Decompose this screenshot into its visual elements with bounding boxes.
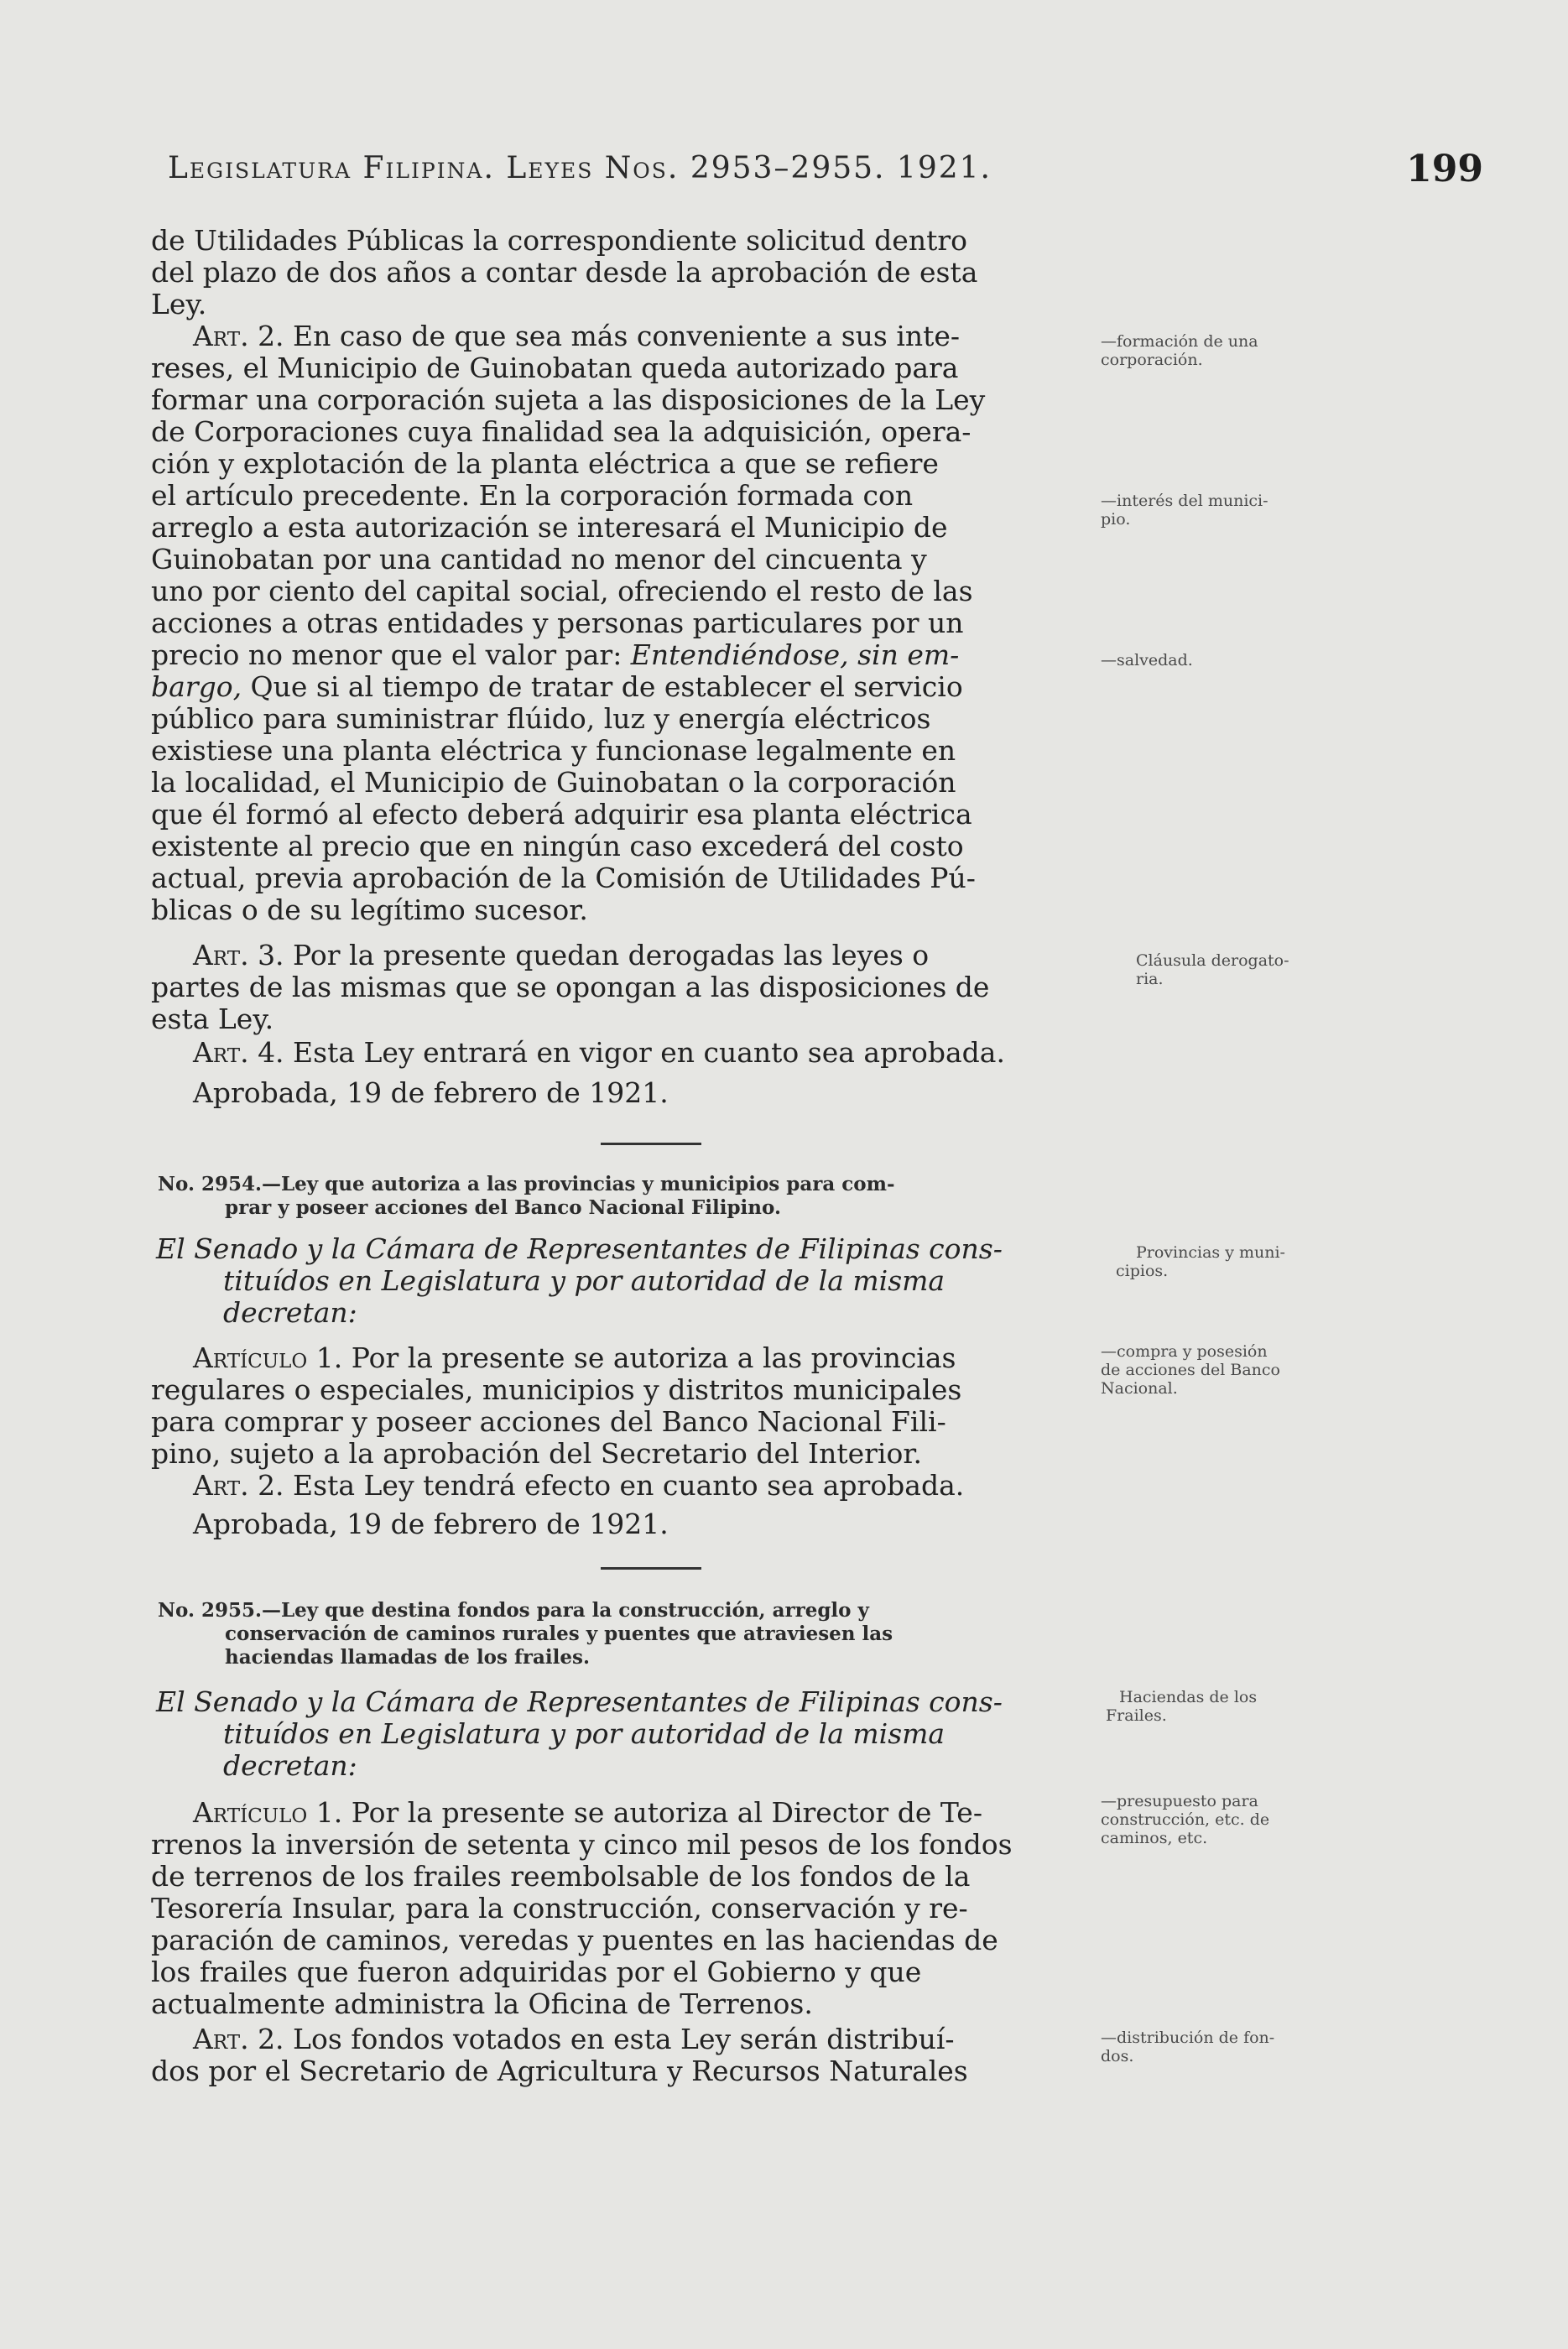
text-line: esta Ley. <box>151 1003 274 1035</box>
approval-date: Aprobada, 19 de febrero de 1921. <box>193 1076 669 1109</box>
margin-note: ria. <box>1136 970 1164 988</box>
section-divider <box>601 1567 701 1570</box>
margin-note: Provincias y muni- <box>1136 1243 1285 1262</box>
title-line: No. 2954.—Ley que autoriza a las provincias y municipios para com- <box>158 1173 895 1195</box>
article-label: Artículo 1. <box>193 1796 343 1829</box>
title-line: prar y poseer acciones del Banco Nacional Filipino. <box>225 1196 781 1219</box>
article-label: Art. 2. <box>193 1469 284 1502</box>
text-line: Guinobatan por una cantidad no menor del cincuenta y <box>151 543 927 576</box>
margin-note: —interés del munici- <box>1101 492 1268 510</box>
margin-note: cipios. <box>1116 1262 1169 1280</box>
article-label: Art. 4. <box>193 1036 284 1069</box>
text-line: dos por el Secretario de Agricultura y Recursos Naturales <box>151 2055 968 2087</box>
running-title: Legislatura Filipina. Leyes Nos. 2953–2955. 1921. <box>168 151 992 185</box>
text-line: regulares o especiales, municipios y distritos municipales <box>151 1373 962 1406</box>
article-label: Art. 3. <box>193 939 284 971</box>
margin-note: Cláusula derogato- <box>1136 951 1289 970</box>
margin-note: —distribución de fon- <box>1101 2029 1275 2047</box>
text-line: pino, sujeto a la aprobación del Secretario del Interior. <box>151 1437 922 1470</box>
text-line: uno por ciento del capital social, ofreciendo el resto de las <box>151 575 973 607</box>
text-line: de Corporaciones cuya finalidad sea la adquisición, opera- <box>151 415 972 448</box>
enacting-clause: El Senado y la Cámara de Representantes de Filipinas cons- <box>156 1685 1003 1718</box>
text-line: de terrenos de los frailes reembolsable de los fondos de la <box>151 1860 971 1893</box>
text-line: rrenos la inversión de setenta y cinco mil pesos de los fondos <box>151 1828 1013 1861</box>
text-line <box>151 671 1107 703</box>
approval-date: Aprobada, 19 de febrero de 1921. <box>193 1508 669 1540</box>
text-line: que él formó al efecto deberá adquirir esa planta eléctrica <box>151 798 972 831</box>
enacting-clause: tituídos en Legislatura y por autoridad de la misma <box>223 1264 945 1297</box>
text-line: de Utilidades Públicas la correspondiente solicitud dentro <box>151 224 967 257</box>
page-header <box>168 148 1493 201</box>
article-text: Esta Ley entrará en vigor en cuanto sea aprobada. <box>284 1036 1005 1069</box>
article-line <box>193 1470 1149 1502</box>
text-line: arreglo a esta autorización se interesará el Municipio de <box>151 511 948 544</box>
text-line: el artículo precedente. En la corporación formada con <box>151 479 914 512</box>
title-line: No. 2955.—Ley que destina fondos para la construcción, arreglo y <box>158 1599 869 1622</box>
text-line <box>151 639 1107 671</box>
margin-note: caminos, etc. <box>1101 1829 1208 1847</box>
margin-note: —compra y posesión <box>1101 1342 1268 1361</box>
article-text: Por la presente se autoriza a las provincias <box>342 1341 956 1374</box>
text-line: paración de caminos, veredas y puentes en las haciendas de <box>151 1924 998 1956</box>
text-span: precio no menor que el valor par: <box>151 638 631 671</box>
article-text: En caso de que sea más conveniente a sus inte- <box>284 320 961 352</box>
enacting-clause: decretan: <box>223 1296 357 1329</box>
article-text: Por la presente quedan derogadas las leyes o <box>284 939 930 971</box>
text-line: los frailes que fueron adquiridas por el Gobierno y que <box>151 1956 922 1988</box>
article-line <box>193 940 1149 971</box>
text-line: blicas o de su legítimo sucesor. <box>151 893 588 926</box>
text-line: actualmente administra la Oficina de Terrenos. <box>151 1987 813 2020</box>
page-number: 199 <box>1406 148 1483 190</box>
margin-note: —presupuesto para <box>1101 1792 1258 1810</box>
margin-note: —formación de una <box>1101 332 1258 351</box>
article-line <box>193 320 1149 352</box>
section-divider <box>601 1143 701 1145</box>
article-text: Por la presente se autoriza al Director de Te- <box>342 1796 982 1829</box>
article-text: Los fondos votados en esta Ley serán distribuí- <box>284 2023 955 2055</box>
italic-span: Entendiéndose, sin em- <box>630 638 960 671</box>
article-line <box>193 2023 1149 2055</box>
text-line: ción y explotación de la planta eléctrica a que se refiere <box>151 447 939 480</box>
title-line: haciendas llamadas de los frailes. <box>225 1646 590 1669</box>
text-line: acciones a otras entidades y personas particulares por un <box>151 607 964 639</box>
italic-span: bargo, <box>151 670 242 703</box>
margin-note: pio. <box>1101 510 1131 529</box>
article-label: Art. 2. <box>193 2023 284 2055</box>
text-line: la localidad, el Municipio de Guinobatan o la corporación <box>151 766 956 799</box>
title-line: conservación de caminos rurales y puentes que atraviesen las <box>225 1622 893 1645</box>
text-line: existiese una planta eléctrica y funcionase legalmente en <box>151 734 956 767</box>
margin-note: Frailes. <box>1106 1706 1167 1725</box>
enacting-clause: decretan: <box>223 1749 357 1782</box>
enacting-clause: tituídos en Legislatura y por autoridad de la misma <box>223 1717 945 1750</box>
article-line <box>193 1342 1149 1374</box>
margin-note: —salvedad. <box>1101 651 1193 669</box>
article-line <box>193 1797 1149 1829</box>
margin-note: dos. <box>1101 2047 1134 2065</box>
text-line: partes de las mismas que se opongan a las disposiciones de <box>151 971 990 1003</box>
article-line <box>193 1037 1149 1069</box>
margin-note: de acciones del Banco <box>1101 1361 1280 1379</box>
text-line: Ley. <box>151 288 207 320</box>
margin-note: Haciendas de los <box>1119 1688 1258 1706</box>
text-line: reses, el Municipio de Guinobatan queda autorizado para <box>151 352 959 384</box>
text-line: público para suministrar flúido, luz y energía eléctricos <box>151 702 931 735</box>
text-line: formar una corporación sujeta a las disposiciones de la Ley <box>151 383 986 416</box>
text-line: Tesorería Insular, para la construcción, conservación y re- <box>151 1892 968 1925</box>
margin-note: construcción, etc. de <box>1101 1810 1270 1829</box>
article-label: Art. 2. <box>193 320 284 352</box>
margin-note: Nacional. <box>1101 1379 1178 1398</box>
text-line: actual, previa aprobación de la Comisión de Utilidades Pú- <box>151 862 976 894</box>
text-line: existente al precio que en ningún caso excederá del costo <box>151 830 964 862</box>
text-line: para comprar y poseer acciones del Banco Nacional Fili- <box>151 1405 946 1438</box>
article-label: Artículo 1. <box>193 1341 343 1374</box>
text-span: Que si al tiempo de tratar de establecer el servicio <box>242 670 963 703</box>
margin-note: corporación. <box>1101 351 1203 369</box>
article-text: Esta Ley tendrá efecto en cuanto sea aprobada. <box>284 1469 965 1502</box>
text-line: del plazo de dos años a contar desde la aprobación de esta <box>151 256 978 289</box>
enacting-clause: El Senado y la Cámara de Representantes de Filipinas cons- <box>156 1232 1003 1265</box>
